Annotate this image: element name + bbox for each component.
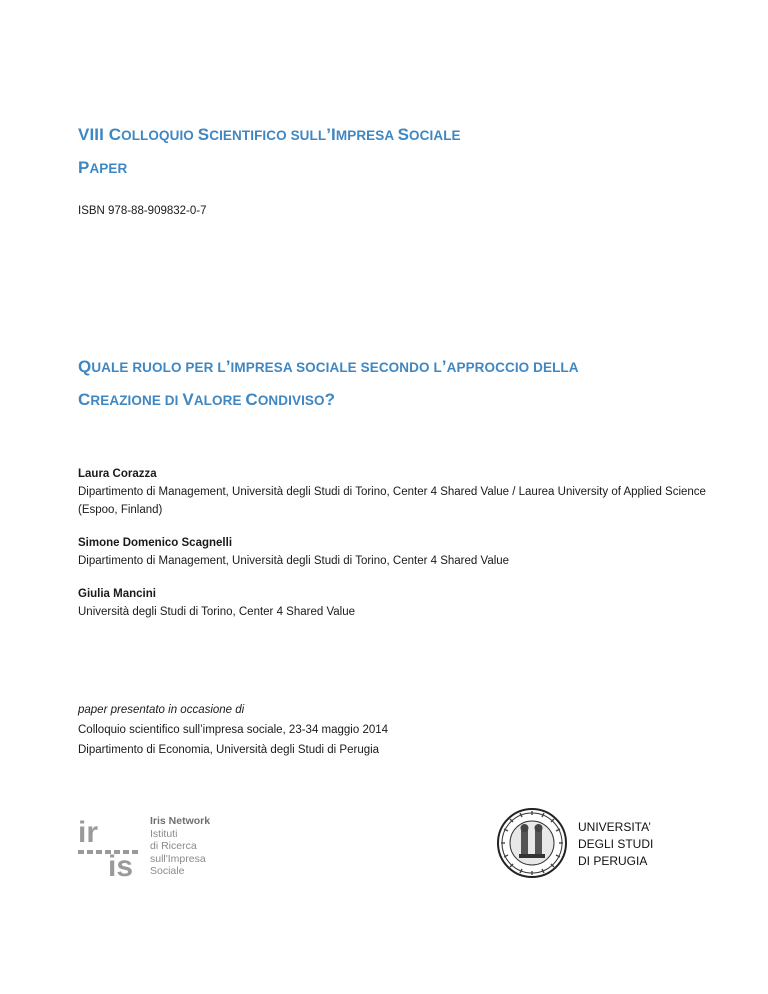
author-name: Laura Corazza	[78, 468, 157, 480]
author-name: Simone Domenico Scagnelli	[78, 537, 233, 549]
university-seal-icon	[497, 808, 567, 878]
presentation-department: Dipartimento di Economia, Università degli Studi di Perugia	[78, 744, 380, 756]
author-affiliation: Dipartimento di Management, Università degli Studi di Torino, Center 4 Shared Value	[78, 555, 510, 567]
author-affiliation: Dipartimento di Management, Università degli Studi di Torino, Center 4 Shared Value / Laurea University of Applied Science (Espoo, Finland)	[78, 486, 706, 516]
author-block	[78, 534, 718, 570]
conference-title: VIII COLLOQUIO SCIENTIFICO SULL’IMPRESA SOCIALE	[78, 125, 461, 144]
university-name: UNIVERSITA’ DEGLI STUDI DI PERUGIA	[578, 820, 654, 868]
isbn-text: ISBN 978-88-909832-0-7	[78, 205, 207, 217]
paper-title-line-1: QUALE RUOLO PER L’IMPRESA SOCIALE SECONDO L’APPROCCIO DELLA	[78, 357, 579, 376]
iris-mark-bottom: is	[108, 850, 134, 882]
iris-mark-top: ir	[78, 816, 99, 849]
presentation-event: Colloquio scientifico sull’impresa sociale, 23-34 maggio 2014	[78, 724, 389, 736]
author-block	[78, 465, 718, 519]
presentation-note	[78, 700, 388, 760]
presentation-intro: paper presentato in occasione di	[78, 704, 245, 716]
iris-network-text: Iris Network Istituti di Ricerca sull'Impresa Sociale	[150, 815, 211, 877]
paper-label: PAPER	[78, 158, 128, 177]
author-block	[78, 585, 718, 621]
paper-title-line-2: CREAZIONE DI VALORE CONDIVISO?	[78, 390, 336, 409]
author-affiliation: Università degli Studi di Torino, Center 4 Shared Value	[78, 606, 356, 618]
author-name: Giulia Mancini	[78, 588, 156, 600]
